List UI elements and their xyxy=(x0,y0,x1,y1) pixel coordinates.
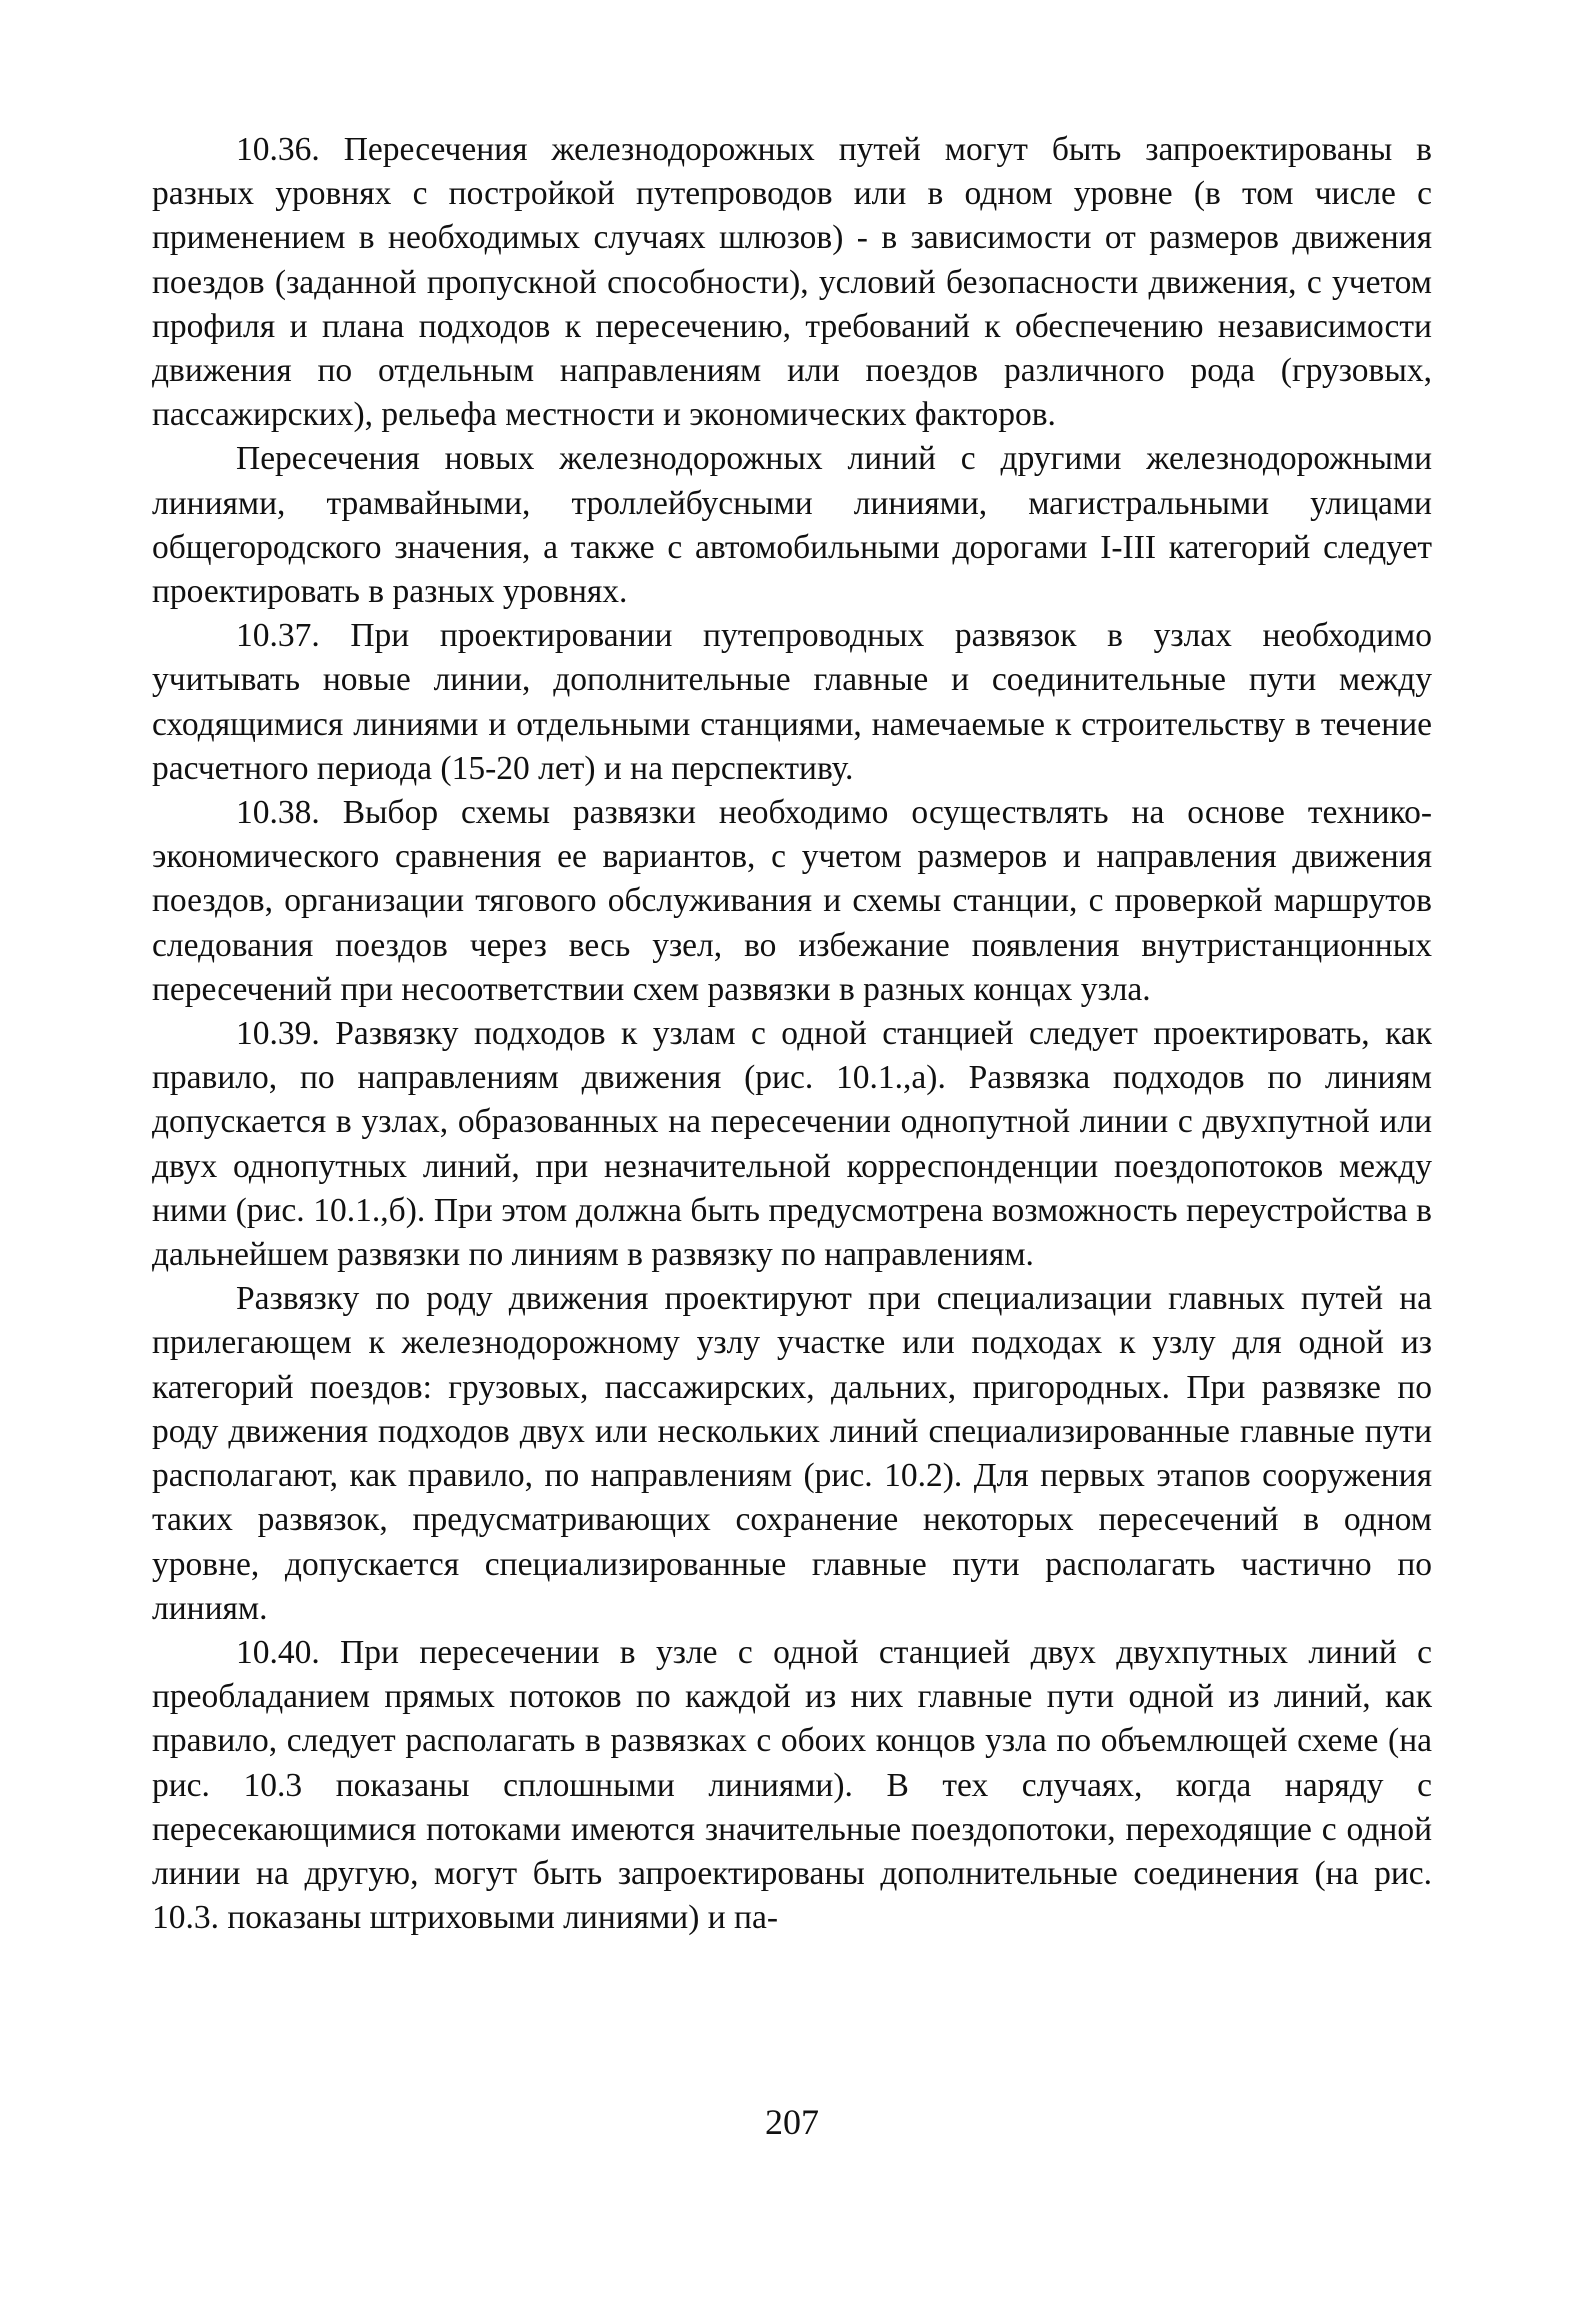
paragraph-10-36: 10.36. Пересечения железнодорожных путей могут быть запроектированы в разных уровнях с постройкой путепроводов или в одном уровне (в том числе с применением в необходимых случаях шлюзов) - в зависимости от размеров движения поездов (заданной пропускной способности), условий безопасности движения, с учетом профиля и плана подходов к пересечению, требований к обеспечению независимости движения по отдельным направлениям или поездов различного рода (грузовых, пассажирских), рельефа местности и экономических факторов. xyxy=(152,131,1432,434)
paragraph-crossings: Пересечения новых железнодорожных линий с другими железнодорожными линиями, трамвайными, троллейбусными линиями, магистральными улицами общегородского значения, а также с автомобильными дорогами I-III категорий следует проектировать в разных уровнях. xyxy=(152,440,1432,611)
page-number: 207 xyxy=(765,2102,819,2142)
paragraph-traffic-type: Развязку по роду движения проектируют при специализации главных путей на прилегающем к железнодорожному узлу участке или подходах к узлу для одной из категорий поездов: грузовых, пассажирских, дальних, пригородных. При развязке по роду движения подходов двух или нескольких линий специализированные главные пути располагают, как правило, по направлениям (рис. 10.2). Для первых этапов сооружения таких развязок, предусматривающих сохранение некоторых пересечений в одном уровне, допускается специализированные главные пути располагать частично по линиям. xyxy=(152,1280,1432,1627)
paragraph-10-39: 10.39. Развязку подходов к узлам с одной станцией следует проектировать, как правило, по направлениям движения (рис. 10.1.,а). Развязка подходов по линиям допускается в узлах, образованных на пересечении однопутной линии с двухпутной или двух однопутных линий, при незначительной корреспонденции поездопотоков между ними (рис. 10.1.,б). При этом должна быть предусмотрена возможность переустройства в дальнейшем развязки по линиям в развязку по направлениям. xyxy=(152,1015,1432,1274)
body-text xyxy=(152,128,1432,1940)
paragraph-10-38: 10.38. Выбор схемы развязки необходимо осуществлять на основе технико-экономического сравнения ее вариантов, с учетом размеров и направления движения поездов, организации тягового обслуживания и схемы станции, с проверкой маршрутов следования поездов через весь узел, во избежание появления внутристанционных пересечений при несоответствии схем развязки в разных концах узла. xyxy=(152,794,1432,1008)
paragraph-10-40: 10.40. При пересечении в узле с одной станцией двух двухпутных линий с преобладанием прямых потоков по каждой из них главные пути одной из линий, как правило, следует располагать в развязках с обоих концов узла по объемлющей схеме (на рис. 10.3 показаны сплошными линиями). В тех случаях, когда наряду с пересекающимися потоками имеются значительные поездопотоки, переходящие с одной линии на другую, могут быть запроектированы дополнительные соединения (на рис. 10.3. показаны штриховыми линиями) и па- xyxy=(152,1633,1432,1937)
paragraph-10-37: 10.37. При проектировании путепроводных развязок в узлах необходимо учитывать новые линии, дополнительные главные и соединительные пути между сходящимися линиями и отдельными станциями, намечаемые к строительству в течение расчетного периода (15-20 лет) и на перспективу. xyxy=(152,617,1432,787)
